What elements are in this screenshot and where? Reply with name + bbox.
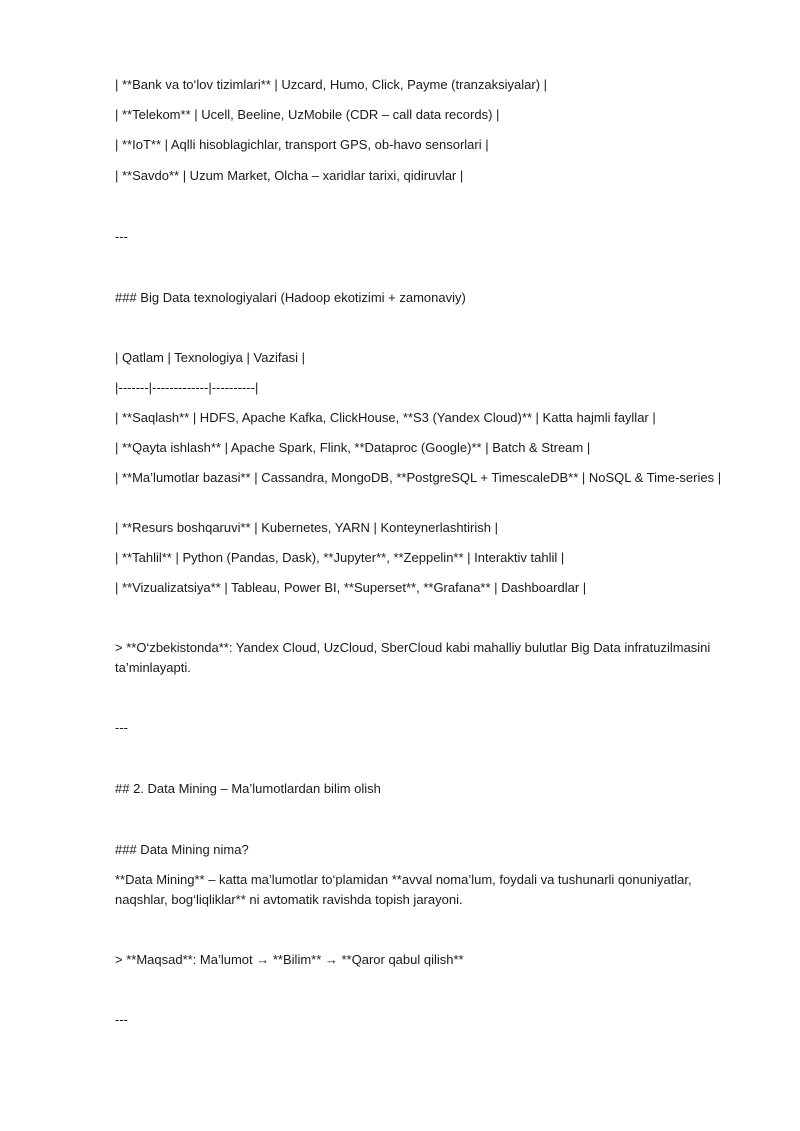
table-row-resurs-boshqaruvi: | **Resurs boshqaruvi** | Kubernetes, YARN | Konteynerlashtirish | — [115, 520, 498, 535]
table-row-telekom: | **Telekom** | Ucell, Beeline, UzMobile (CDR – call data records) | — [115, 107, 500, 122]
table-row-bank: | **Bank va to‘lov tizimlari** | Uzcard, Humo, Click, Payme (tranzaksiyalar) | — [115, 77, 548, 92]
table-row-iot: | **IoT** | Aqlli hisoblagichlar, transport GPS, ob-havo sensorlari | — [115, 137, 489, 152]
table-row-saqlash: | **Saqlash** | HDFS, Apache Kafka, ClickHouse, **S3 (Yandex Cloud)** | Katta hajmli fayllar | — [115, 410, 656, 425]
horizontal-rule: --- — [115, 720, 128, 735]
blockquote-uzbekistan: > **O‘zbekistonda**: Yandex Cloud, UzCloud, SberCloud kabi mahalliy bulutlar Big Data infratuzilmasini ta’minlayapti. — [115, 640, 711, 675]
subsection-heading-data-mining-nima: ### Data Mining nima? — [115, 842, 249, 857]
horizontal-rule: --- — [115, 229, 128, 244]
table-row-tahlil: | **Tahlil** | Python (Pandas, Dask), **Jupyter**, **Zeppelin** | Interaktiv tahlil | — [115, 550, 565, 565]
table-row-vizualizatsiya: | **Vizualizatsiya** | Tableau, Power BI, **Superset**, **Grafana** | Dashboardlar | — [115, 580, 587, 595]
section-heading-data-mining: ## 2. Data Mining – Ma’lumotlardan bilim olish — [115, 781, 381, 796]
section-heading-big-data-tech: ### Big Data texnologiyalari (Hadoop ekotizimi + zamonaviy) — [115, 290, 466, 305]
table-separator-row: |-------|-------------|----------| — [115, 380, 259, 395]
table-header-row: | Qatlam | Texnologiya | Vazifasi | — [115, 350, 306, 365]
blockquote-maqsad: > **Maqsad**: Ma’lumot → **Bilim** → **Qaror qabul qilish** — [115, 952, 464, 967]
paragraph-data-mining-definition: **Data Mining** – katta ma’lumotlar to‘plamidan **avval noma’lum, foydali va tushunarli qonuniyatlar, naqshlar, bog‘liqliklar** ni avtomatik ravishda topish jarayoni. — [115, 872, 692, 907]
table-row-malumotlar-bazasi: | **Ma’lumotlar bazasi** | Cassandra, MongoDB, **PostgreSQL + TimescaleDB** | NoSQL & Time-series | — [115, 470, 722, 485]
horizontal-rule: --- — [115, 1012, 128, 1027]
table-row-qayta-ishlash: | **Qayta ishlash** | Apache Spark, Flink, **Dataproc (Google)** | Batch & Stream | — [115, 440, 591, 455]
table-row-savdo: | **Savdo** | Uzum Market, Olcha – xaridlar tarixi, qidiruvlar | — [115, 168, 464, 183]
